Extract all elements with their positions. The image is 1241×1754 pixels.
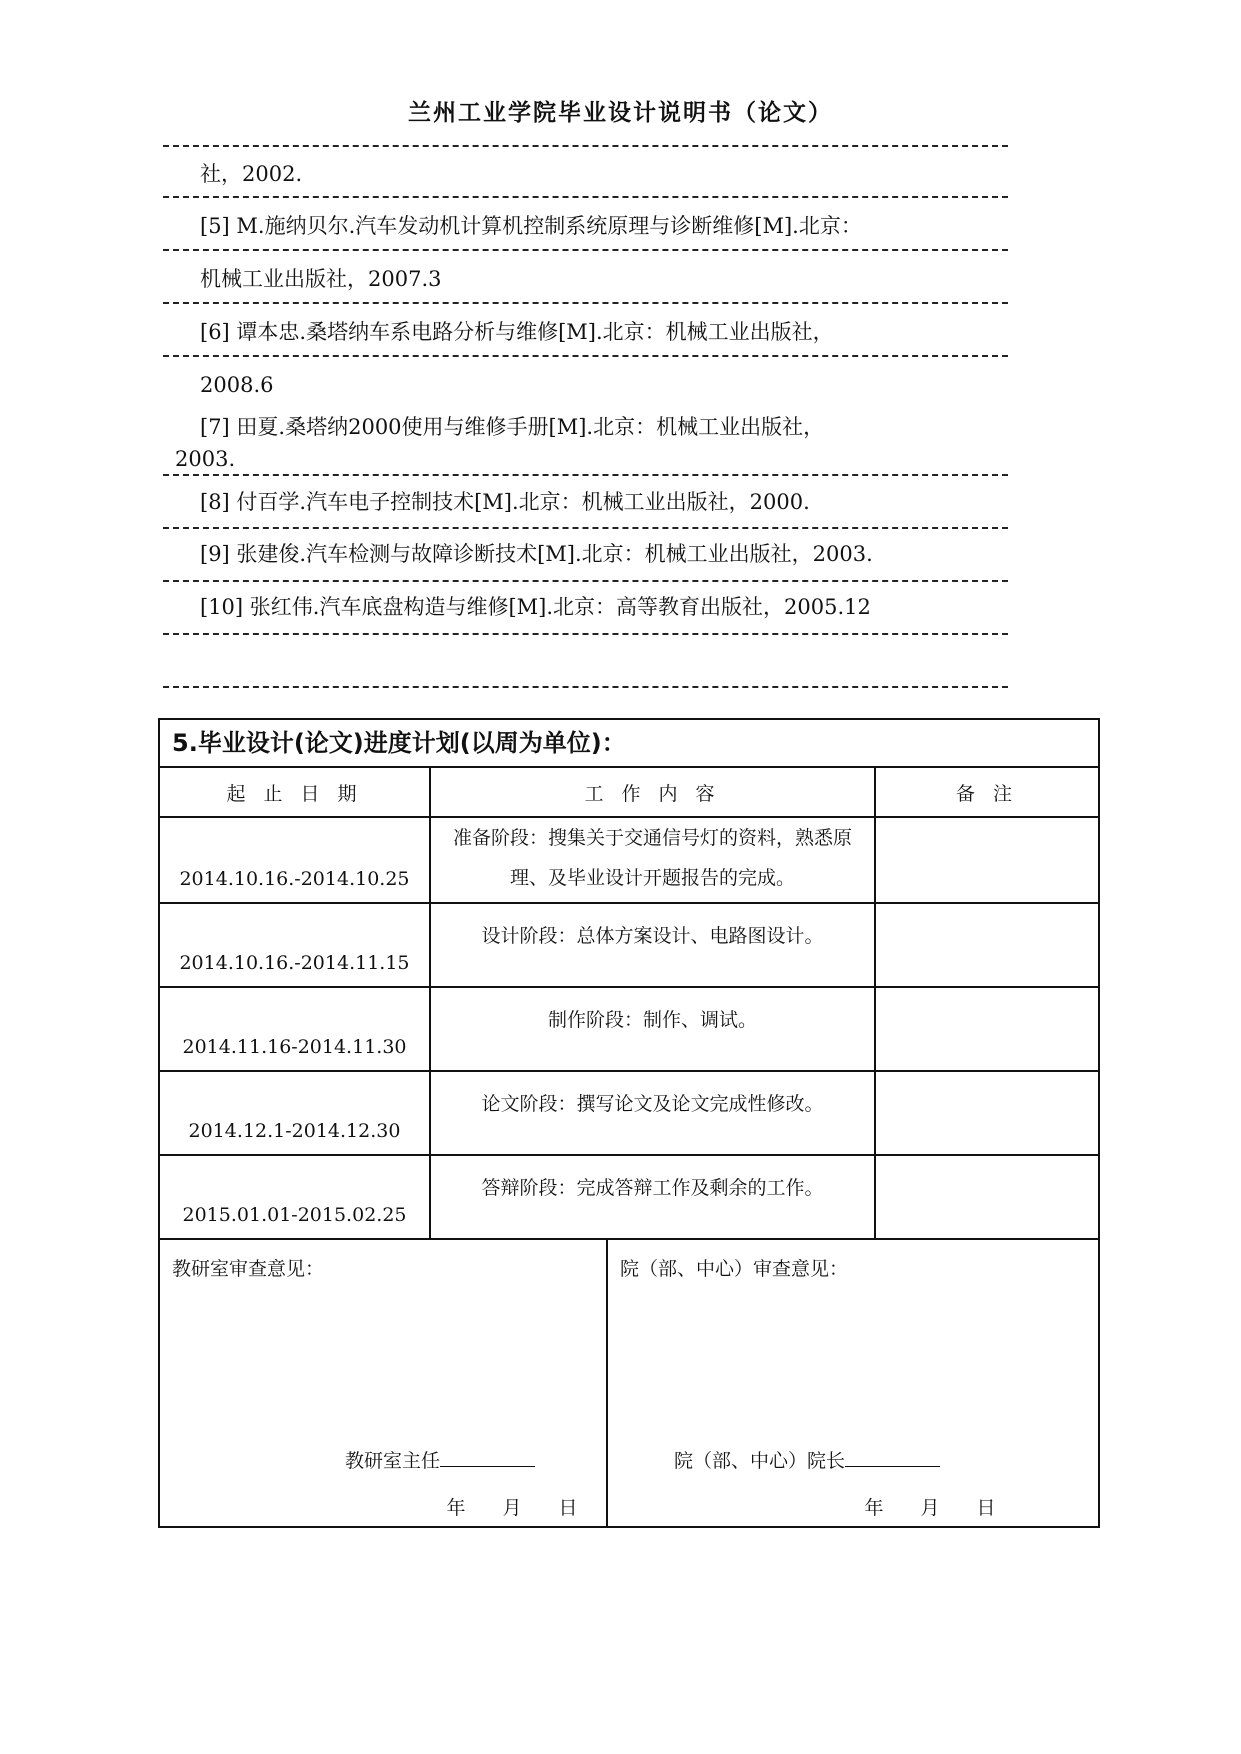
signature-blank [845, 1448, 940, 1467]
remark-cell [875, 817, 1099, 903]
table-row [159, 1155, 1099, 1239]
college-review-cell [607, 1238, 1099, 1527]
page-header-title: 兰州工业学院毕业设计说明书（论文） [408, 100, 833, 126]
date-cell [159, 987, 430, 1071]
year-label: 年 [864, 1497, 884, 1519]
month-label: 月 [920, 1497, 940, 1519]
year-label: 年 [446, 1497, 466, 1519]
reference-line: 2003. [175, 447, 236, 471]
college-review-label: 院（部、中心）审查意见： [620, 1258, 849, 1280]
dashed-divider [163, 580, 1008, 582]
date-cell [159, 903, 430, 987]
college-date [846, 1493, 1014, 1520]
dashed-divider [163, 249, 1008, 251]
teaching-office-review-cell [159, 1238, 607, 1527]
dashed-divider [163, 196, 1008, 198]
work-content: 准备阶段：搜集关于交通信号灯的资料，熟悉原理、及毕业设计开题报告的完成。 [452, 827, 852, 889]
dashed-divider [163, 474, 1008, 476]
teaching-office-signature [345, 1446, 535, 1473]
reference-line: 2008.6 [200, 373, 274, 397]
dashed-divider [163, 355, 1008, 357]
content-cell [430, 1071, 875, 1155]
reference-line: [5] M.施纳贝尔.汽车发动机计算机控制系统原理与诊断维修[M].北京： [200, 214, 862, 238]
work-content: 设计阶段：总体方案设计、电路图设计。 [481, 925, 824, 947]
dashed-divider [163, 633, 1008, 635]
college-dean-label: 院（部、中心）院长 [674, 1450, 846, 1472]
date-range: 2014.11.16-2014.11.30 [182, 1036, 407, 1058]
day-label: 日 [558, 1497, 578, 1519]
table-row [159, 987, 1099, 1071]
remark-cell [875, 903, 1099, 987]
content-cell [430, 1155, 875, 1239]
dashed-divider [163, 145, 1008, 147]
date-range: 2014.10.16.-2014.11.15 [179, 952, 410, 974]
remark-cell [875, 1071, 1099, 1155]
date-cell [159, 1071, 430, 1155]
signature-blank [440, 1448, 535, 1467]
reference-line: [8] 付百学.汽车电子控制技术[M].北京：机械工业出版社，2000. [200, 490, 810, 514]
month-label: 月 [502, 1497, 522, 1519]
date-cell [159, 817, 430, 903]
content-cell [430, 903, 875, 987]
work-content: 制作阶段：制作、调试。 [547, 1009, 757, 1031]
college-signature [674, 1446, 940, 1473]
column-header-remark: 备 注 [875, 767, 1099, 817]
table-row [159, 903, 1099, 987]
date-range: 2014.12.1-2014.12.30 [188, 1120, 401, 1142]
column-header-date: 起 止 日 期 [159, 767, 430, 817]
content-cell [430, 817, 875, 903]
dashed-divider [163, 302, 1008, 304]
date-range: 2015.01.01-2015.02.25 [182, 1204, 407, 1226]
teaching-office-director-label: 教研室主任 [345, 1450, 441, 1472]
dashed-divider [163, 686, 1008, 688]
teaching-office-review-label: 教研室审查意见： [172, 1258, 325, 1280]
work-content: 答辩阶段：完成答辩工作及剩余的工作。 [481, 1177, 824, 1199]
reference-line: 机械工业出版社，2007.3 [200, 267, 442, 291]
dashed-divider [163, 527, 1008, 529]
day-label: 日 [976, 1497, 996, 1519]
reference-line: [7] 田夏.桑塔纳2000使用与维修手册[M].北京：机械工业出版社， [200, 415, 825, 439]
work-content: 论文阶段：撰写论文及论文完成性修改。 [481, 1093, 824, 1115]
column-header-content: 工 作 内 容 [430, 767, 875, 817]
remark-cell [875, 1155, 1099, 1239]
teaching-office-date [428, 1493, 596, 1520]
date-range: 2014.10.16.-2014.10.25 [179, 868, 410, 890]
date-cell [159, 1155, 430, 1239]
progress-plan-table [158, 718, 1100, 1240]
reference-line: [6] 谭本忠.桑塔纳车系电路分析与维修[M].北京：机械工业出版社， [200, 320, 834, 344]
section-title: 5.毕业设计(论文)进度计划(以周为单位)： [159, 719, 1099, 767]
reference-line: 社，2002. [200, 162, 303, 186]
table-row [159, 1071, 1099, 1155]
reference-line: [9] 张建俊.汽车检测与故障诊断技术[M].北京：机械工业出版社，2003. [200, 542, 873, 566]
content-cell [430, 987, 875, 1071]
table-row [159, 817, 1099, 903]
reference-line: [10] 张红伟.汽车底盘构造与维修[M].北京：高等教育出版社，2005.12 [200, 595, 871, 619]
remark-cell [875, 987, 1099, 1071]
review-table [158, 1238, 1100, 1528]
